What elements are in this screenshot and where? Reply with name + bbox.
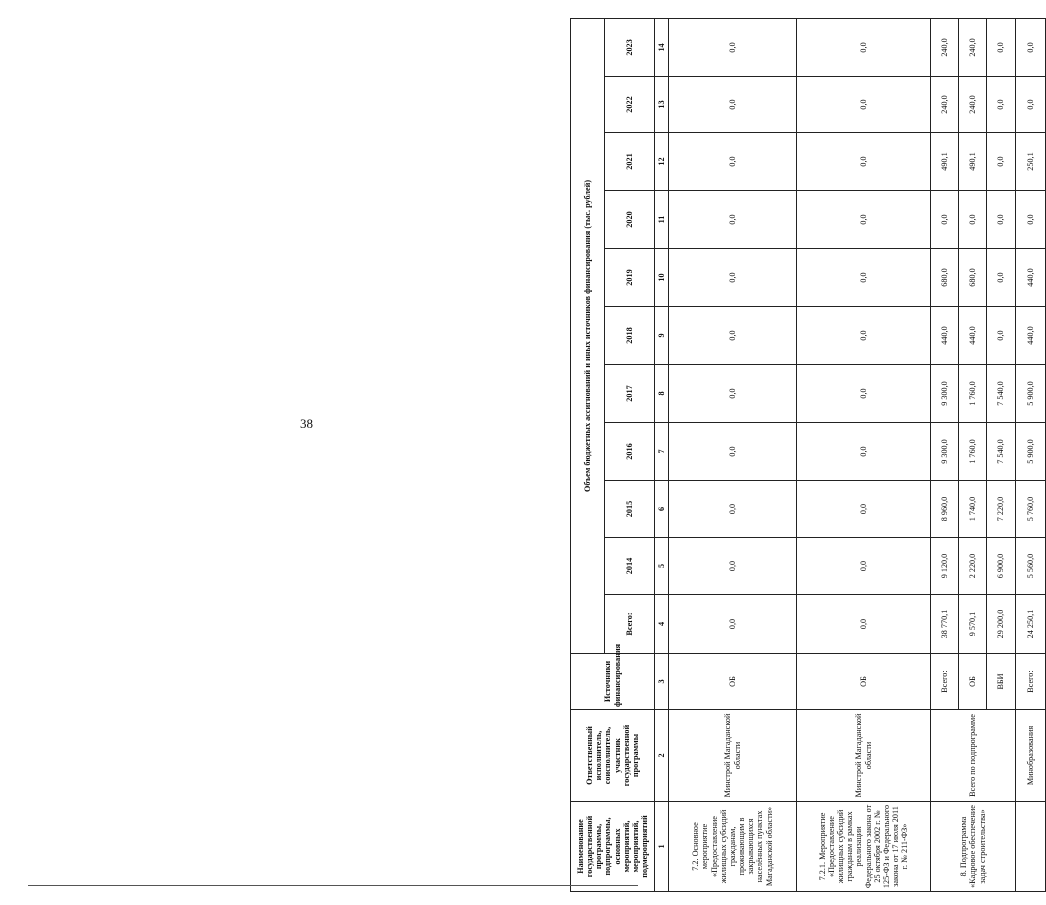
value-cell: 24 250,1 xyxy=(1016,595,1046,654)
index-cell: 5 xyxy=(655,538,669,595)
row-source: ОБ xyxy=(959,654,987,710)
value-cell: 240,0 xyxy=(959,18,987,76)
value-cell: 490,1 xyxy=(931,133,959,191)
index-cell: 7 xyxy=(655,423,669,481)
value-cell: 490,1 xyxy=(959,133,987,191)
table-row xyxy=(797,18,931,891)
value-cell: 1 760,0 xyxy=(959,423,987,481)
funding-table xyxy=(570,18,1046,892)
index-cell: 11 xyxy=(655,191,669,249)
value-cell: 680,0 xyxy=(931,249,959,307)
value-cell: 0,0 xyxy=(797,191,931,249)
index-cell: 13 xyxy=(655,77,669,133)
index-cell: 12 xyxy=(655,133,669,191)
value-cell: 0,0 xyxy=(669,18,797,76)
index-cell: 2 xyxy=(655,710,669,802)
value-cell: 38 770,1 xyxy=(931,595,959,654)
value-cell: 7 220,0 xyxy=(987,481,1016,538)
value-cell: 440,0 xyxy=(959,307,987,365)
index-cell: 3 xyxy=(655,654,669,710)
row-source: ВБИ xyxy=(987,654,1016,710)
value-cell: 0,0 xyxy=(669,249,797,307)
value-cell: 680,0 xyxy=(959,249,987,307)
header-funding-caption: Объем бюджетных ассигнований и иных источников финансирования (тыс. рублей) xyxy=(571,18,605,653)
row-source: Всего: xyxy=(931,654,959,710)
program8-executor-total: Всего по подпрограмме xyxy=(931,710,1016,802)
value-cell: 0,0 xyxy=(669,191,797,249)
row-source: Всего: xyxy=(1016,654,1046,710)
header-year: 2020 xyxy=(605,191,655,249)
value-cell: 0,0 xyxy=(669,77,797,133)
row-source: ОБ xyxy=(669,654,797,710)
header-year: 2014 xyxy=(605,538,655,595)
value-cell: 0,0 xyxy=(987,18,1016,76)
value-cell: 440,0 xyxy=(931,307,959,365)
index-cell: 9 xyxy=(655,307,669,365)
value-cell: 0,0 xyxy=(797,538,931,595)
value-cell: 5 900,0 xyxy=(1016,423,1046,481)
value-cell: 9 570,1 xyxy=(959,595,987,654)
value-cell: 7 540,0 xyxy=(987,365,1016,423)
value-cell: 0,0 xyxy=(797,77,931,133)
value-cell: 240,0 xyxy=(931,18,959,76)
value-cell: 0,0 xyxy=(959,191,987,249)
value-cell: 9 300,0 xyxy=(931,365,959,423)
value-cell: 0,0 xyxy=(987,307,1016,365)
value-cell: 240,0 xyxy=(931,77,959,133)
header-year: 2023 xyxy=(605,18,655,76)
value-cell: 0,0 xyxy=(669,307,797,365)
program8-name: 8. Подпрограмма «Кадровое обеспечение задач строительства» xyxy=(931,802,1016,892)
value-cell: 240,0 xyxy=(959,77,987,133)
index-cell: 8 xyxy=(655,365,669,423)
program8-executor-ministry: Минобразования xyxy=(1016,710,1046,802)
value-cell: 8 960,0 xyxy=(931,481,959,538)
value-cell: 0,0 xyxy=(669,595,797,654)
header-total: Всего: xyxy=(605,595,655,654)
value-cell: 6 900,0 xyxy=(987,538,1016,595)
header-year: 2017 xyxy=(605,365,655,423)
value-cell: 0,0 xyxy=(1016,18,1046,76)
row-name: 7.2.1. Мероприятие «Предоставление жилищных субсидий гражданам в рамках реализации Федерального закона от 25 октября 2002 г. № 125-ФЗ и Федерального закона от 17 июля 2011 г. № 211-ФЗ» xyxy=(797,802,931,892)
value-cell: 5 760,0 xyxy=(1016,481,1046,538)
value-cell: 0,0 xyxy=(669,423,797,481)
value-cell: 0,0 xyxy=(797,481,931,538)
value-cell: 0,0 xyxy=(1016,191,1046,249)
value-cell: 0,0 xyxy=(987,77,1016,133)
value-cell: 0,0 xyxy=(987,133,1016,191)
value-cell: 0,0 xyxy=(797,595,931,654)
value-cell: 0,0 xyxy=(987,191,1016,249)
table-row xyxy=(931,18,959,891)
header-year: 2021 xyxy=(605,133,655,191)
value-cell: 250,1 xyxy=(1016,133,1046,191)
header-year: 2016 xyxy=(605,423,655,481)
value-cell: 9 120,0 xyxy=(931,538,959,595)
footer-divider xyxy=(28,885,638,886)
value-cell: 1 760,0 xyxy=(959,365,987,423)
value-cell: 2 220,0 xyxy=(959,538,987,595)
header-source: Источники финансирования xyxy=(571,654,655,710)
value-cell: 0,0 xyxy=(931,191,959,249)
value-cell: 440,0 xyxy=(1016,249,1046,307)
index-cell: 6 xyxy=(655,481,669,538)
value-cell: 0,0 xyxy=(987,249,1016,307)
value-cell: 0,0 xyxy=(669,133,797,191)
value-cell: 0,0 xyxy=(797,249,931,307)
row-executor: Минстрой Магаданской области xyxy=(797,710,931,802)
value-cell: 9 300,0 xyxy=(931,423,959,481)
value-cell: 0,0 xyxy=(797,18,931,76)
header-name: Наименование государственной программы, подпрограммы, основных мероприятий, мероприятий, подмероприятий xyxy=(571,802,655,892)
value-cell: 5 560,0 xyxy=(1016,538,1046,595)
value-cell: 440,0 xyxy=(1016,307,1046,365)
header-year: 2015 xyxy=(605,481,655,538)
value-cell: 0,0 xyxy=(669,538,797,595)
value-cell: 5 900,0 xyxy=(1016,365,1046,423)
value-cell: 0,0 xyxy=(797,423,931,481)
value-cell: 0,0 xyxy=(669,481,797,538)
value-cell: 7 540,0 xyxy=(987,423,1016,481)
index-cell: 14 xyxy=(655,18,669,76)
page-number: 38 xyxy=(300,416,313,431)
header-executor: Ответственный исполнитель, соисполнитель, участник государственной программы xyxy=(571,710,655,802)
row-name: 7.2. Основное мероприятие «Предоставление жилищных субсидий гражданам, проживающим в закрывающихся населённых пунктах Магаданской области» xyxy=(669,802,797,892)
value-cell: 0,0 xyxy=(797,365,931,423)
rotated-table-wrapper xyxy=(570,19,1045,892)
value-cell: 29 200,0 xyxy=(987,595,1016,654)
value-cell: 0,0 xyxy=(797,307,931,365)
row-source: ОБ xyxy=(797,654,931,710)
row-name-empty xyxy=(1016,802,1046,892)
table-row xyxy=(1016,18,1046,891)
index-cell: 1 xyxy=(655,802,669,892)
value-cell: 0,0 xyxy=(669,365,797,423)
value-cell: 1 740,0 xyxy=(959,481,987,538)
value-cell: 0,0 xyxy=(797,133,931,191)
index-cell: 10 xyxy=(655,249,669,307)
header-year: 2022 xyxy=(605,77,655,133)
row-executor: Минстрой Магаданской области xyxy=(669,710,797,802)
header-year: 2018 xyxy=(605,307,655,365)
value-cell: 0,0 xyxy=(1016,77,1046,133)
index-cell: 4 xyxy=(655,595,669,654)
table-row xyxy=(669,18,797,891)
header-year: 2019 xyxy=(605,249,655,307)
